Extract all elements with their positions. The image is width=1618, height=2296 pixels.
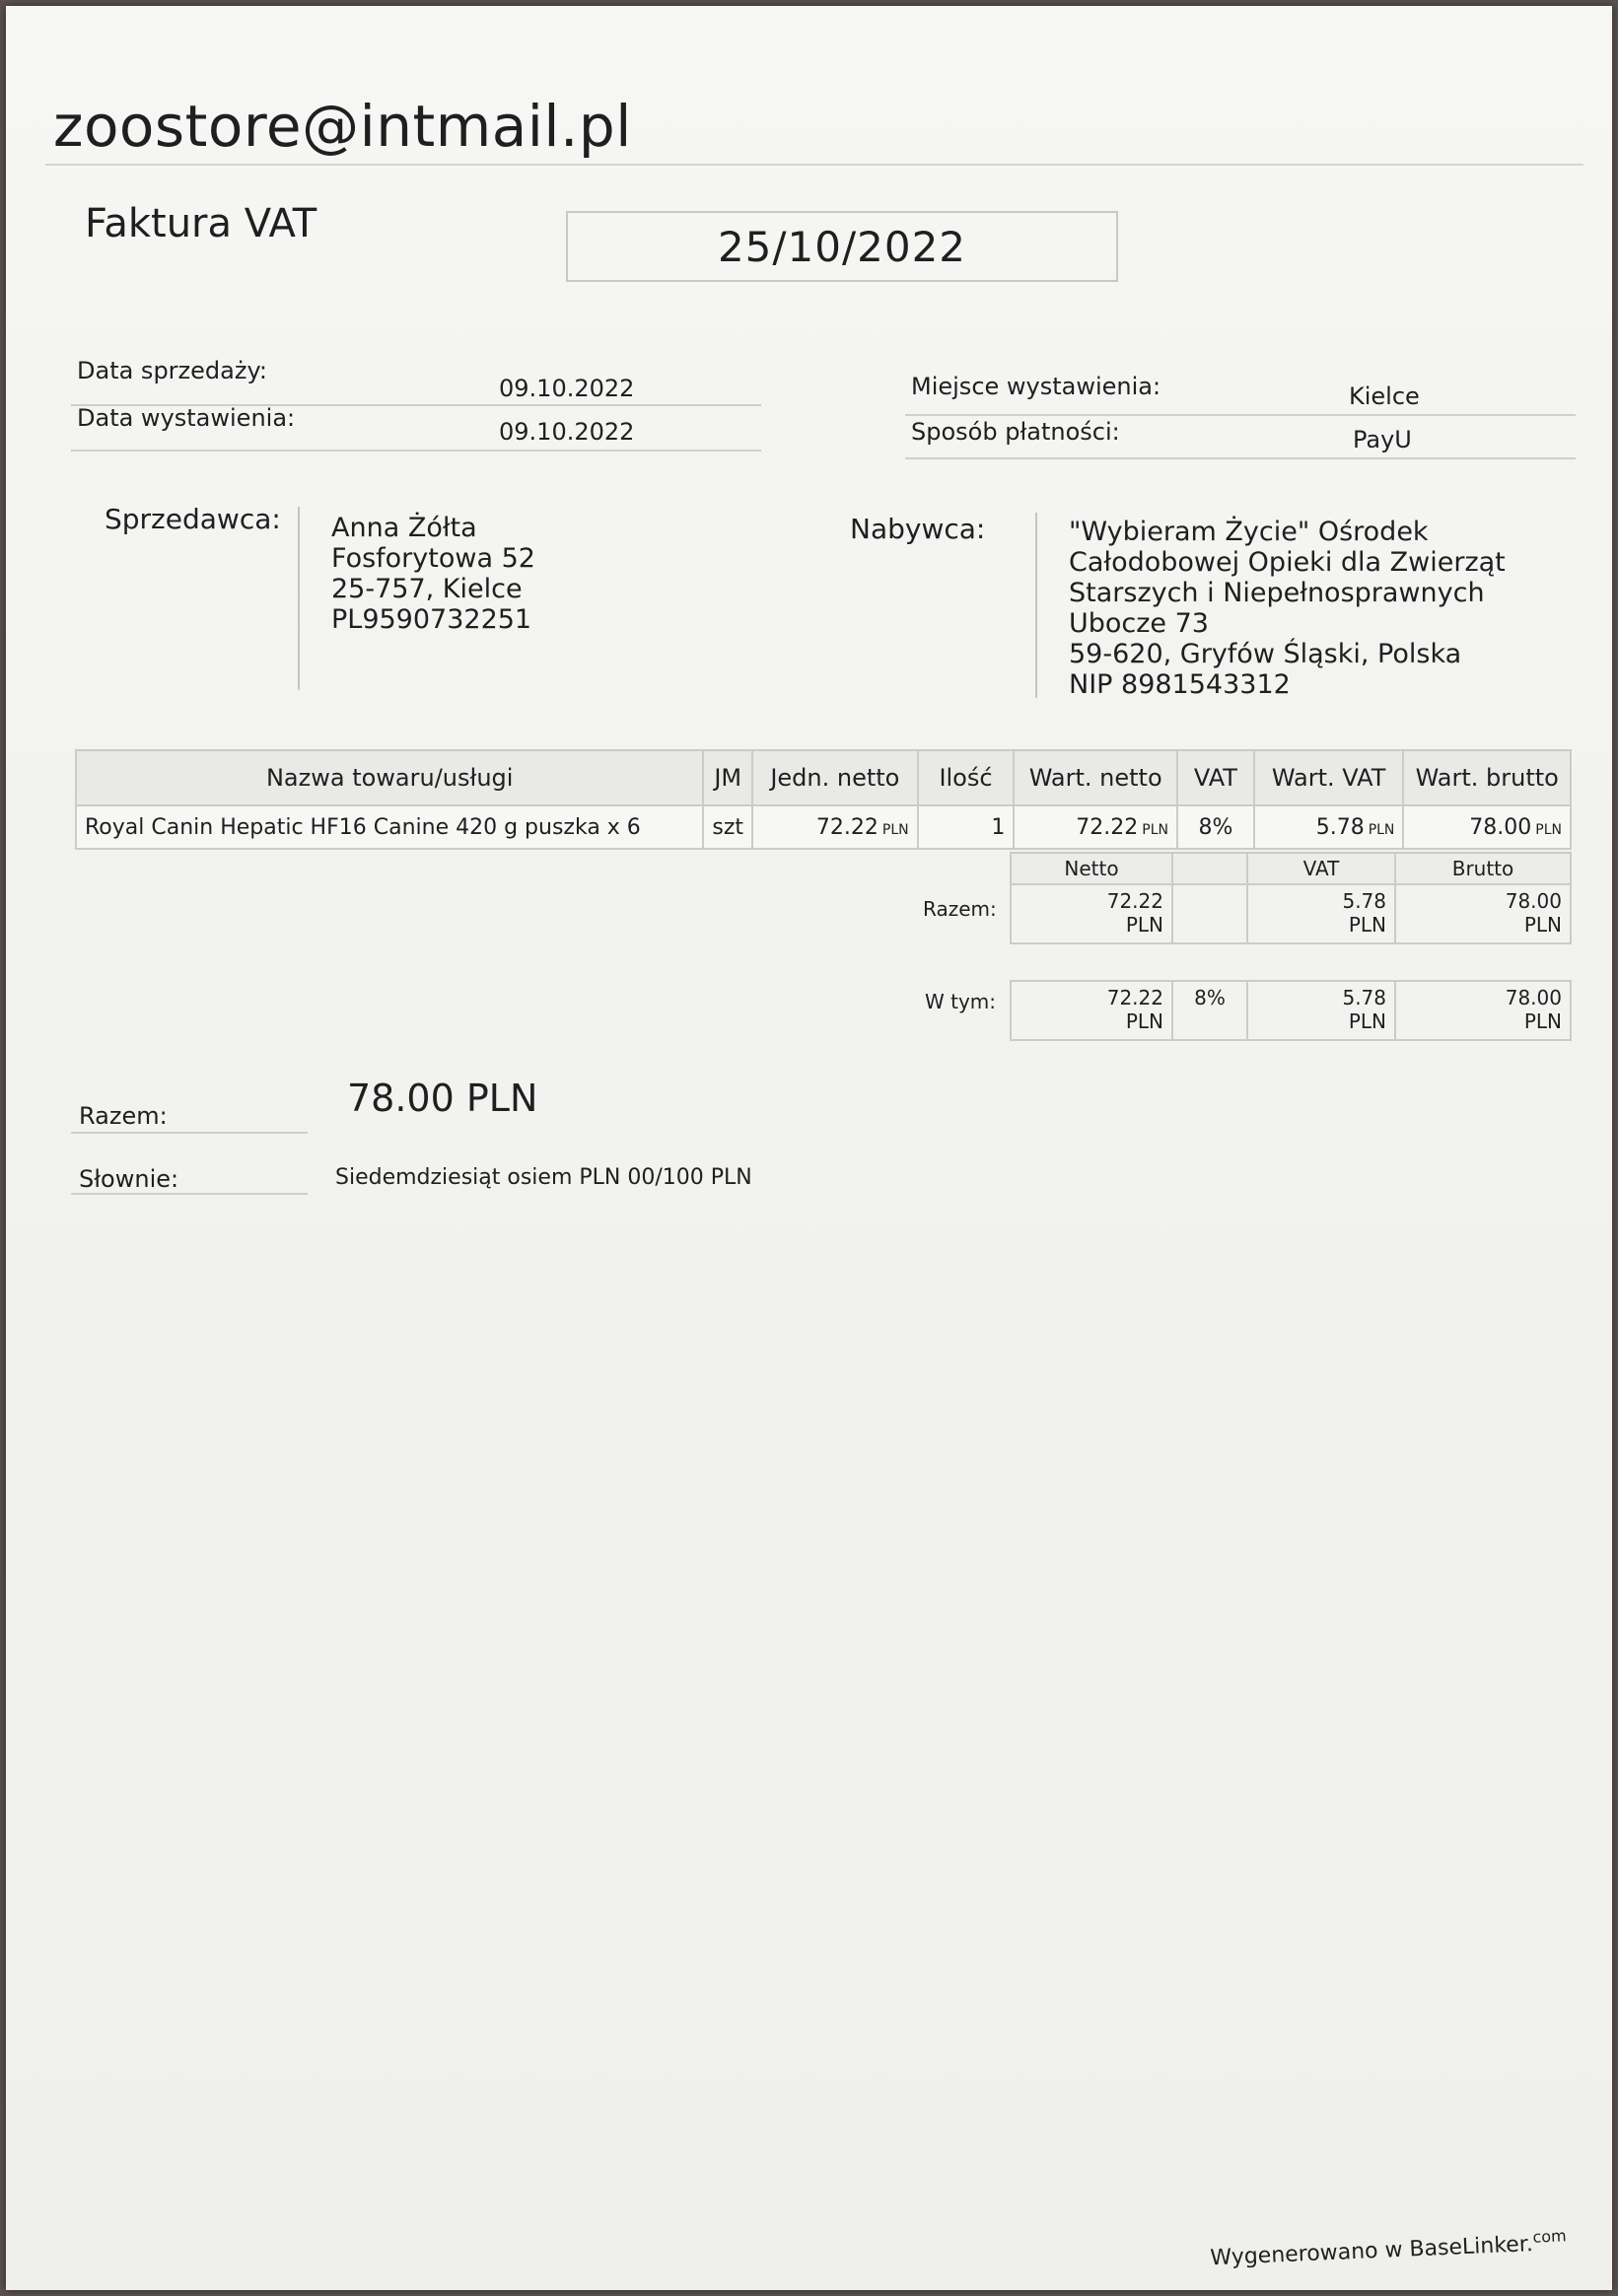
sale-date-value: 09.10.2022 bbox=[499, 375, 635, 402]
header-unit-net: Jedn. netto bbox=[752, 750, 918, 805]
header-vat: Wart. VAT bbox=[1254, 750, 1404, 805]
item-name: Royal Canin Hepatic HF16 Canine 420 g puszka x 6 bbox=[76, 805, 703, 849]
summary-total-label: Razem: bbox=[923, 897, 997, 921]
seller-email: zoostore@intmail.pl bbox=[53, 93, 632, 160]
meta-rule bbox=[905, 414, 1576, 416]
header-name: Nazwa towaru/usługi bbox=[76, 750, 703, 805]
seller-divider bbox=[298, 507, 300, 690]
seller-name: Anna Żółta bbox=[331, 513, 477, 543]
summary-header-gross: Brutto bbox=[1394, 852, 1572, 885]
seller-city: 25-757, Kielce bbox=[331, 574, 523, 604]
buyer-name-line-1: "Wybieram Życie" Ośrodek bbox=[1069, 517, 1429, 547]
seller-label: Sprzedawca: bbox=[105, 503, 281, 535]
generated-footer: Wygenerowano w BaseLinker.$^{com}$ bbox=[1209, 2226, 1568, 2271]
total-amount: 78.00 PLN bbox=[347, 1077, 538, 1120]
summary-incl-net: 72.22 PLN bbox=[1010, 980, 1173, 1041]
item-unit-net: 72.22 PLN bbox=[752, 805, 918, 849]
invoice-paper bbox=[6, 6, 1612, 2290]
buyer-address bbox=[1069, 517, 1506, 700]
item-unit: szt bbox=[703, 805, 752, 849]
header-qty: Ilość bbox=[918, 750, 1015, 805]
item-vat: 5.78 PLN bbox=[1254, 805, 1404, 849]
invoice-number: 25/10/2022 bbox=[717, 222, 967, 271]
buyer-name-line-3: Starszych i Niepełnosprawnych bbox=[1069, 578, 1485, 608]
place-label: Miejsce wystawienia: bbox=[911, 373, 1161, 400]
buyer-tax-id: NIP 8981543312 bbox=[1069, 669, 1291, 700]
issue-date-label: Data wystawienia: bbox=[77, 404, 296, 432]
sale-date-label: Data sprzedaży: bbox=[77, 357, 267, 384]
payment-value: PayU bbox=[1353, 426, 1412, 453]
summary-incl-vat: 5.78 PLN bbox=[1246, 980, 1396, 1041]
header-unit: JM bbox=[703, 750, 752, 805]
buyer-city: 59-620, Gryfów Śląski, Polska bbox=[1069, 639, 1462, 669]
items-table bbox=[75, 749, 1572, 850]
in-words-value: Siedemdziesiąt osiem PLN 00/100 PLN bbox=[335, 1165, 752, 1190]
issue-date-value: 09.10.2022 bbox=[499, 418, 635, 446]
buyer-name-line-2: Całodobowej Opieki dla Zwierząt bbox=[1069, 547, 1506, 578]
seller-street: Fosforytowa 52 bbox=[331, 543, 535, 574]
header-gross: Wart. brutto bbox=[1403, 750, 1571, 805]
seller-address bbox=[331, 513, 535, 635]
summary-total-gross: 78.00 PLN bbox=[1394, 883, 1572, 944]
summary-header-net: Netto bbox=[1010, 852, 1173, 885]
table-row bbox=[76, 805, 1571, 849]
summary-total-blank bbox=[1171, 883, 1248, 944]
payment-label: Sposób płatności: bbox=[911, 418, 1120, 446]
header-net: Wart. netto bbox=[1014, 750, 1177, 805]
buyer-street: Ubocze 73 bbox=[1069, 608, 1209, 639]
meta-rule bbox=[905, 457, 1576, 459]
item-qty: 1 bbox=[918, 805, 1015, 849]
total-rule bbox=[71, 1132, 308, 1134]
place-value: Kielce bbox=[1349, 383, 1420, 410]
document-type: Faktura VAT bbox=[85, 201, 317, 246]
total-label: Razem: bbox=[79, 1102, 168, 1130]
buyer-label: Nabywca: bbox=[850, 513, 986, 545]
summary-incl-label: W tym: bbox=[925, 990, 997, 1013]
summary-header-blank bbox=[1171, 852, 1248, 885]
header-vat-rate: VAT bbox=[1177, 750, 1254, 805]
item-net: 72.22 PLN bbox=[1014, 805, 1177, 849]
meta-rule bbox=[71, 450, 761, 452]
header-divider bbox=[45, 164, 1583, 166]
invoice-number-box bbox=[566, 211, 1118, 282]
table-header-row bbox=[76, 750, 1571, 805]
item-vat-rate: 8% bbox=[1177, 805, 1254, 849]
seller-tax-id: PL9590732251 bbox=[331, 604, 532, 635]
summary-total-vat: 5.78 PLN bbox=[1246, 883, 1396, 944]
in-words-label: Słownie: bbox=[79, 1165, 179, 1193]
buyer-divider bbox=[1035, 513, 1037, 698]
summary-header-vat: VAT bbox=[1246, 852, 1396, 885]
summary-incl-gross: 78.00 PLN bbox=[1394, 980, 1572, 1041]
summary-total-net: 72.22 PLN bbox=[1010, 883, 1173, 944]
item-gross: 78.00 PLN bbox=[1403, 805, 1571, 849]
summary-incl-rate: 8% bbox=[1171, 980, 1248, 1041]
in-words-rule bbox=[71, 1193, 308, 1195]
